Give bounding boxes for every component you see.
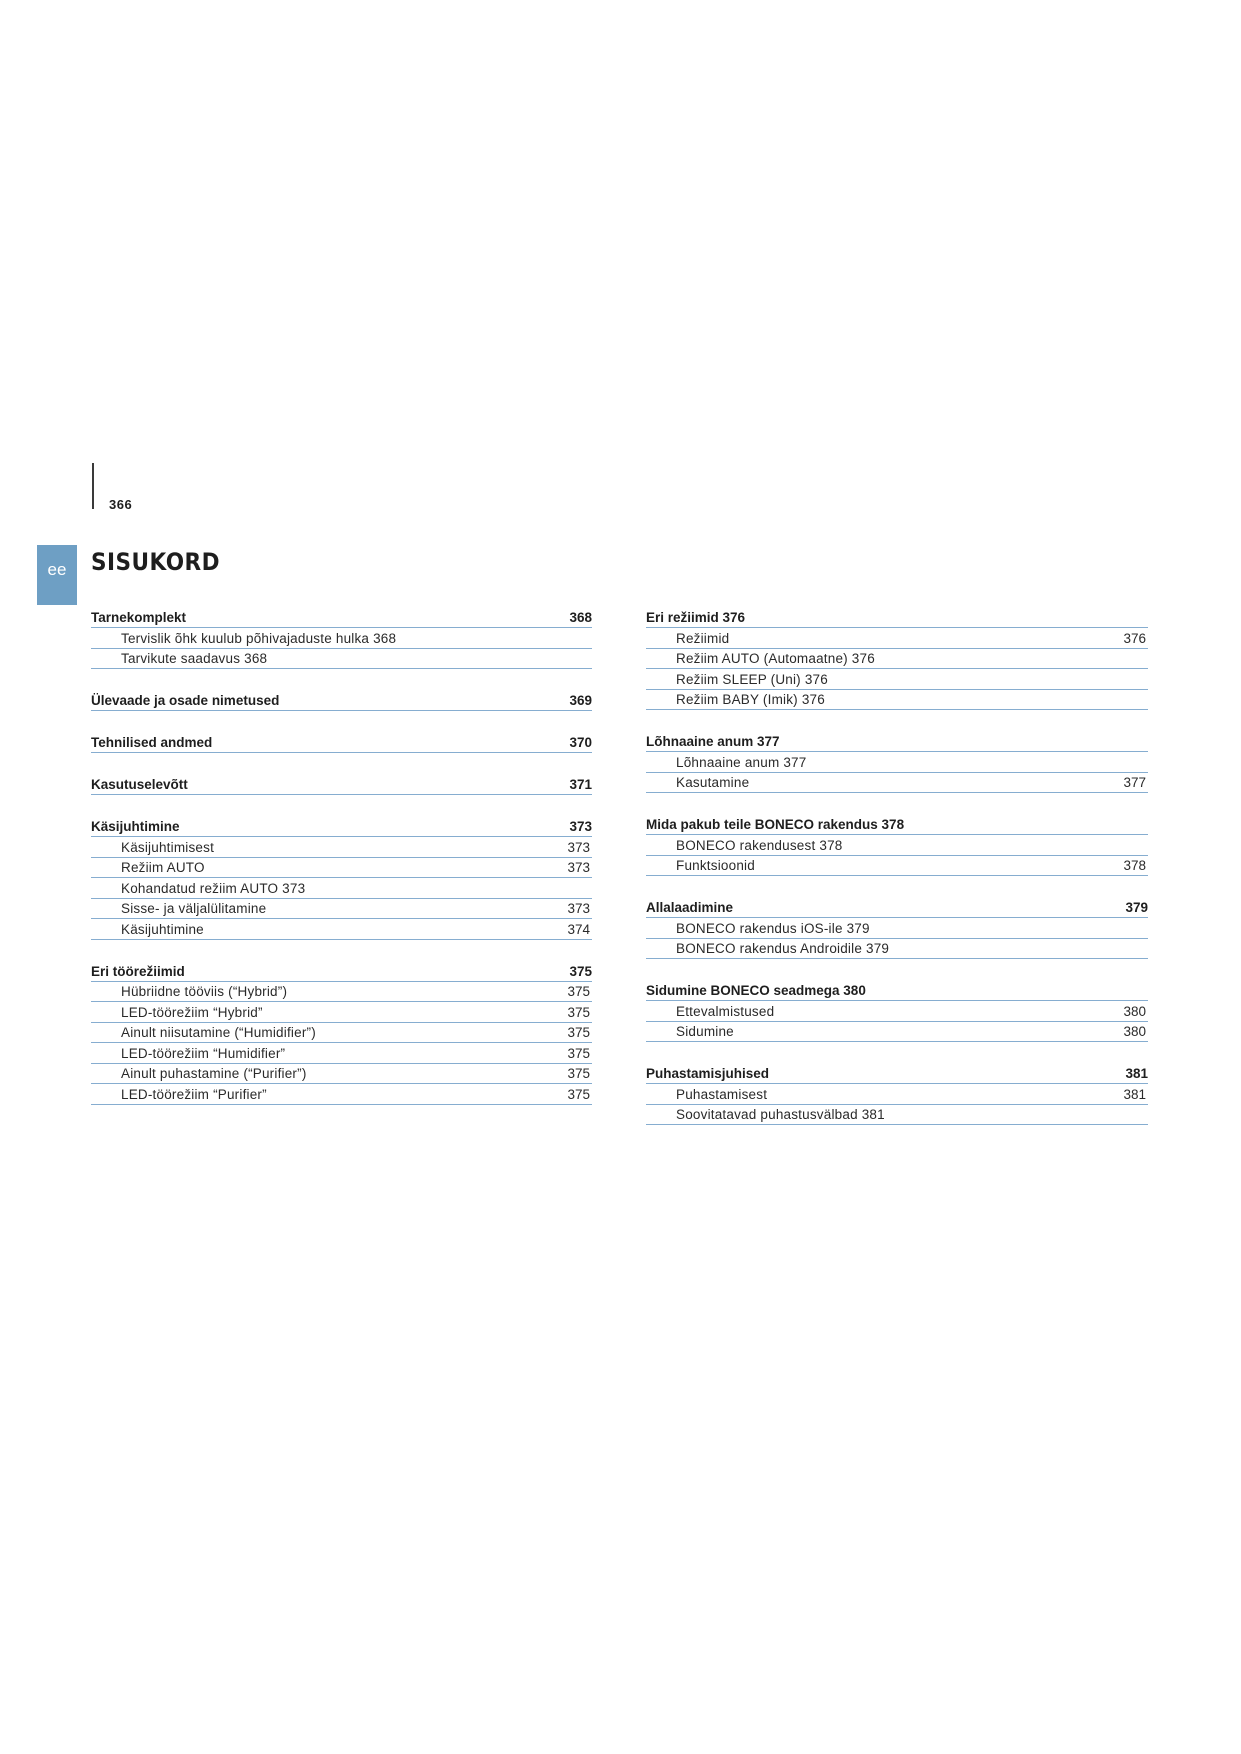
toc-heading-label: Sidumine BONECO seadmega 380 — [646, 983, 866, 998]
toc-entry[interactable] — [91, 1084, 592, 1105]
toc-entry-page: 376 — [1123, 630, 1146, 646]
toc-entry[interactable] — [91, 837, 592, 858]
toc-entry-label: Soovitatavad puhastusvälbad 381 — [676, 1107, 885, 1122]
toc-entry-label: Ettevalmistused — [676, 1003, 775, 1019]
toc-entry-page: 373 — [567, 860, 590, 875]
toc-entry-page: 374 — [567, 921, 590, 937]
toc-entry-page: 381 — [1123, 1086, 1146, 1102]
toc-entry[interactable] — [91, 919, 592, 940]
toc-entry[interactable] — [91, 982, 592, 1003]
toc-entry-label: Kohandatud režiim AUTO 373 — [121, 880, 306, 896]
toc-entry[interactable] — [91, 1002, 592, 1023]
toc-section — [646, 1061, 1148, 1125]
toc-entry[interactable] — [646, 1022, 1148, 1043]
toc-entry-page: 375 — [567, 984, 590, 999]
toc-heading-page: 369 — [569, 693, 592, 708]
page-header-rule — [92, 463, 94, 509]
toc-entry-label: Käsijuhtimine — [121, 921, 204, 937]
toc-heading-page: 368 — [569, 610, 592, 625]
toc-entry-label: BONECO rakendus iOS-ile 379 — [676, 920, 870, 936]
toc-entry-page: 380 — [1123, 1003, 1146, 1019]
toc-entry[interactable] — [646, 835, 1148, 856]
toc-section-heading[interactable] — [646, 1061, 1148, 1084]
toc-section — [91, 688, 592, 711]
toc-section-heading[interactable] — [646, 978, 1148, 1001]
toc-heading-label: Puhastamisjuhised — [646, 1066, 770, 1081]
toc-section-heading[interactable] — [91, 959, 592, 982]
toc-entry[interactable] — [646, 1105, 1148, 1126]
toc-entry-page: 375 — [567, 1045, 590, 1061]
toc-heading-label: Tehnilised andmed — [91, 735, 213, 750]
toc-entry-label: BONECO rakendusest 378 — [676, 837, 843, 853]
toc-entry-label: Puhastamisest — [676, 1086, 768, 1102]
toc-entry-label: Sidumine — [676, 1024, 734, 1039]
toc-heading-label: Eri režiimid 376 — [646, 610, 746, 625]
toc-entry[interactable] — [91, 1043, 592, 1064]
toc-entry[interactable] — [91, 1064, 592, 1085]
toc-entry-page: 377 — [1123, 775, 1146, 790]
toc-entry[interactable] — [646, 918, 1148, 939]
toc-entry-page: 375 — [567, 1086, 590, 1102]
toc-entry[interactable] — [646, 1084, 1148, 1105]
toc-heading-label: Allalaadimine — [646, 900, 734, 915]
toc-section-heading[interactable] — [646, 812, 1148, 835]
toc-entry-label: Kasutamine — [676, 775, 750, 790]
toc-entry-page: 375 — [567, 1004, 590, 1020]
toc-entry[interactable] — [646, 939, 1148, 960]
page-title: SISUKORD — [91, 548, 220, 576]
toc-entry-label: LED-töörežiim “Humidifier” — [121, 1045, 286, 1061]
toc-heading-label: Tarnekomplekt — [91, 610, 187, 625]
toc-entry-label: Funktsioonid — [676, 858, 755, 873]
toc-heading-page: 370 — [569, 735, 592, 750]
toc-entry[interactable] — [646, 856, 1148, 877]
toc-entry[interactable] — [91, 1023, 592, 1044]
toc-entry-label: Tarvikute saadavus 368 — [121, 651, 268, 666]
toc-entry-label: BONECO rakendus Androidile 379 — [676, 941, 890, 956]
toc-entry-label: Režiimid — [676, 630, 730, 646]
toc-entry-label: LED-töörežiim “Hybrid” — [121, 1004, 263, 1020]
toc-entry-page: 373 — [567, 839, 590, 855]
toc-entry-page: 380 — [1123, 1024, 1146, 1039]
toc-heading-page: 375 — [569, 963, 592, 979]
toc-entry-label: Ainult puhastamine (“Purifier”) — [121, 1066, 307, 1081]
toc-section-heading[interactable] — [91, 730, 592, 753]
toc-section-heading[interactable] — [646, 729, 1148, 752]
toc-entry[interactable] — [91, 878, 592, 899]
toc-heading-label: Lõhnaaine anum 377 — [646, 734, 780, 749]
toc-entry[interactable] — [646, 649, 1148, 670]
toc-entry-page: 375 — [567, 1025, 590, 1040]
toc-entry-label: Sisse- ja väljalülitamine — [121, 901, 267, 916]
toc-section — [91, 959, 592, 1105]
toc-entry[interactable] — [91, 899, 592, 920]
toc-entry-label: Ainult niisutamine (“Humidifier”) — [121, 1025, 316, 1040]
page-number: 366 — [109, 497, 133, 512]
toc-entry[interactable] — [646, 669, 1148, 690]
toc-heading-page: 371 — [569, 777, 592, 792]
toc-section-heading[interactable] — [646, 895, 1148, 918]
toc-entry[interactable] — [646, 628, 1148, 649]
toc-entry-label: Käsijuhtimisest — [121, 839, 215, 855]
toc-entry[interactable] — [91, 858, 592, 879]
toc-entry-label: Režiim SLEEP (Uni) 376 — [676, 671, 828, 687]
toc-entry-label: Režiim AUTO (Automaatne) 376 — [676, 651, 875, 666]
toc-section-heading[interactable] — [646, 605, 1148, 628]
toc-heading-page: 381 — [1125, 1066, 1148, 1081]
toc-entry[interactable] — [91, 649, 592, 670]
toc-entry-page: 373 — [567, 901, 590, 916]
toc-section — [646, 895, 1148, 959]
toc-entry[interactable] — [646, 1001, 1148, 1022]
toc-section — [646, 978, 1148, 1042]
toc-entry-label: LED-töörežiim “Purifier” — [121, 1086, 267, 1102]
language-tab: ee — [37, 545, 77, 605]
toc-section-heading[interactable] — [91, 688, 592, 711]
toc-entry[interactable] — [646, 690, 1148, 711]
toc-heading-page: 373 — [569, 819, 592, 834]
toc-heading-label: Kasutuselevõtt — [91, 777, 188, 792]
toc-heading-label: Eri töörežiimid — [91, 963, 185, 979]
toc-left-column — [91, 605, 592, 1124]
toc-entry[interactable] — [646, 752, 1148, 773]
toc-section-heading[interactable] — [91, 772, 592, 795]
toc-section — [646, 605, 1148, 710]
toc-entry[interactable] — [91, 628, 592, 649]
toc-section — [91, 605, 592, 669]
toc-section — [91, 814, 592, 940]
toc-right-column — [646, 605, 1148, 1144]
toc-heading-label: Mida pakub teile BONECO rakendus 378 — [646, 817, 905, 832]
toc-entry-page: 378 — [1123, 858, 1146, 873]
toc-section-heading[interactable] — [91, 814, 592, 837]
toc-section-heading[interactable] — [91, 605, 592, 628]
toc-section — [646, 729, 1148, 793]
toc-entry-label: Lõhnaaine anum 377 — [676, 754, 807, 770]
toc-entry-label: Tervislik õhk kuulub põhivajaduste hulka 368 — [121, 630, 397, 646]
toc-section — [91, 730, 592, 753]
toc-entry[interactable] — [646, 773, 1148, 794]
toc-heading-page: 379 — [1125, 900, 1148, 915]
toc-section — [91, 772, 592, 795]
toc-heading-label: Ülevaade ja osade nimetused — [91, 693, 280, 708]
toc-heading-label: Käsijuhtimine — [91, 819, 180, 834]
toc-section — [646, 812, 1148, 876]
toc-entry-label: Režiim BABY (Imik) 376 — [676, 692, 825, 707]
toc-entry-label: Režiim AUTO — [121, 860, 205, 875]
toc-entry-label: Hübriidne tööviis (“Hybrid”) — [121, 984, 288, 999]
toc-entry-page: 375 — [567, 1066, 590, 1081]
